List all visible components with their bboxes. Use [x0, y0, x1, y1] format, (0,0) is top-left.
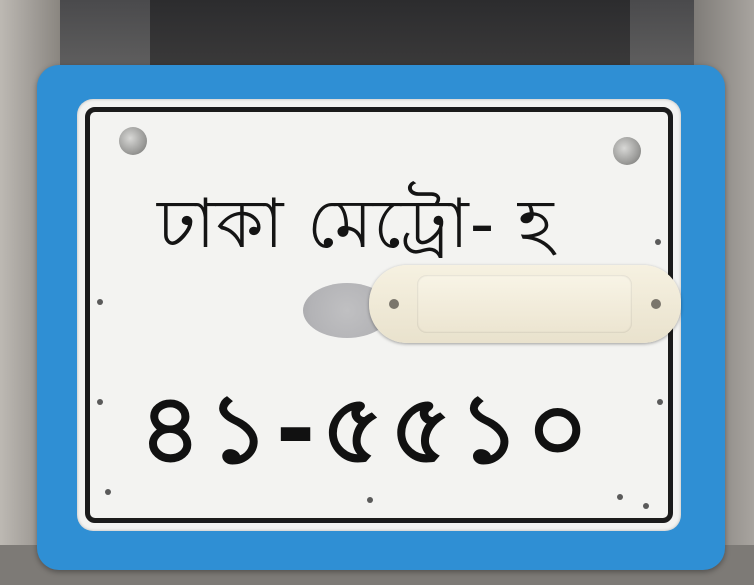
license-plate-face: [77, 99, 681, 531]
rfid-tag-hole: [389, 299, 399, 309]
rfid-tag: [369, 265, 681, 343]
plate-dot: [367, 497, 373, 503]
plate-dot: [97, 299, 103, 305]
plate-dot: [97, 399, 103, 405]
plate-dot: [643, 503, 649, 509]
rivet-icon: [613, 137, 641, 165]
license-plate-frame: [37, 65, 725, 570]
rfid-tag-body: [417, 275, 632, 333]
plate-region-text: ঢাকা মেট্রো- হ: [157, 185, 555, 264]
rfid-tag-hole: [651, 299, 661, 309]
plate-dot: [617, 494, 623, 500]
plate-dot: [105, 489, 111, 495]
rivet-icon: [119, 127, 147, 155]
plate-number-text: ৪১-৫৫১০: [139, 373, 595, 485]
